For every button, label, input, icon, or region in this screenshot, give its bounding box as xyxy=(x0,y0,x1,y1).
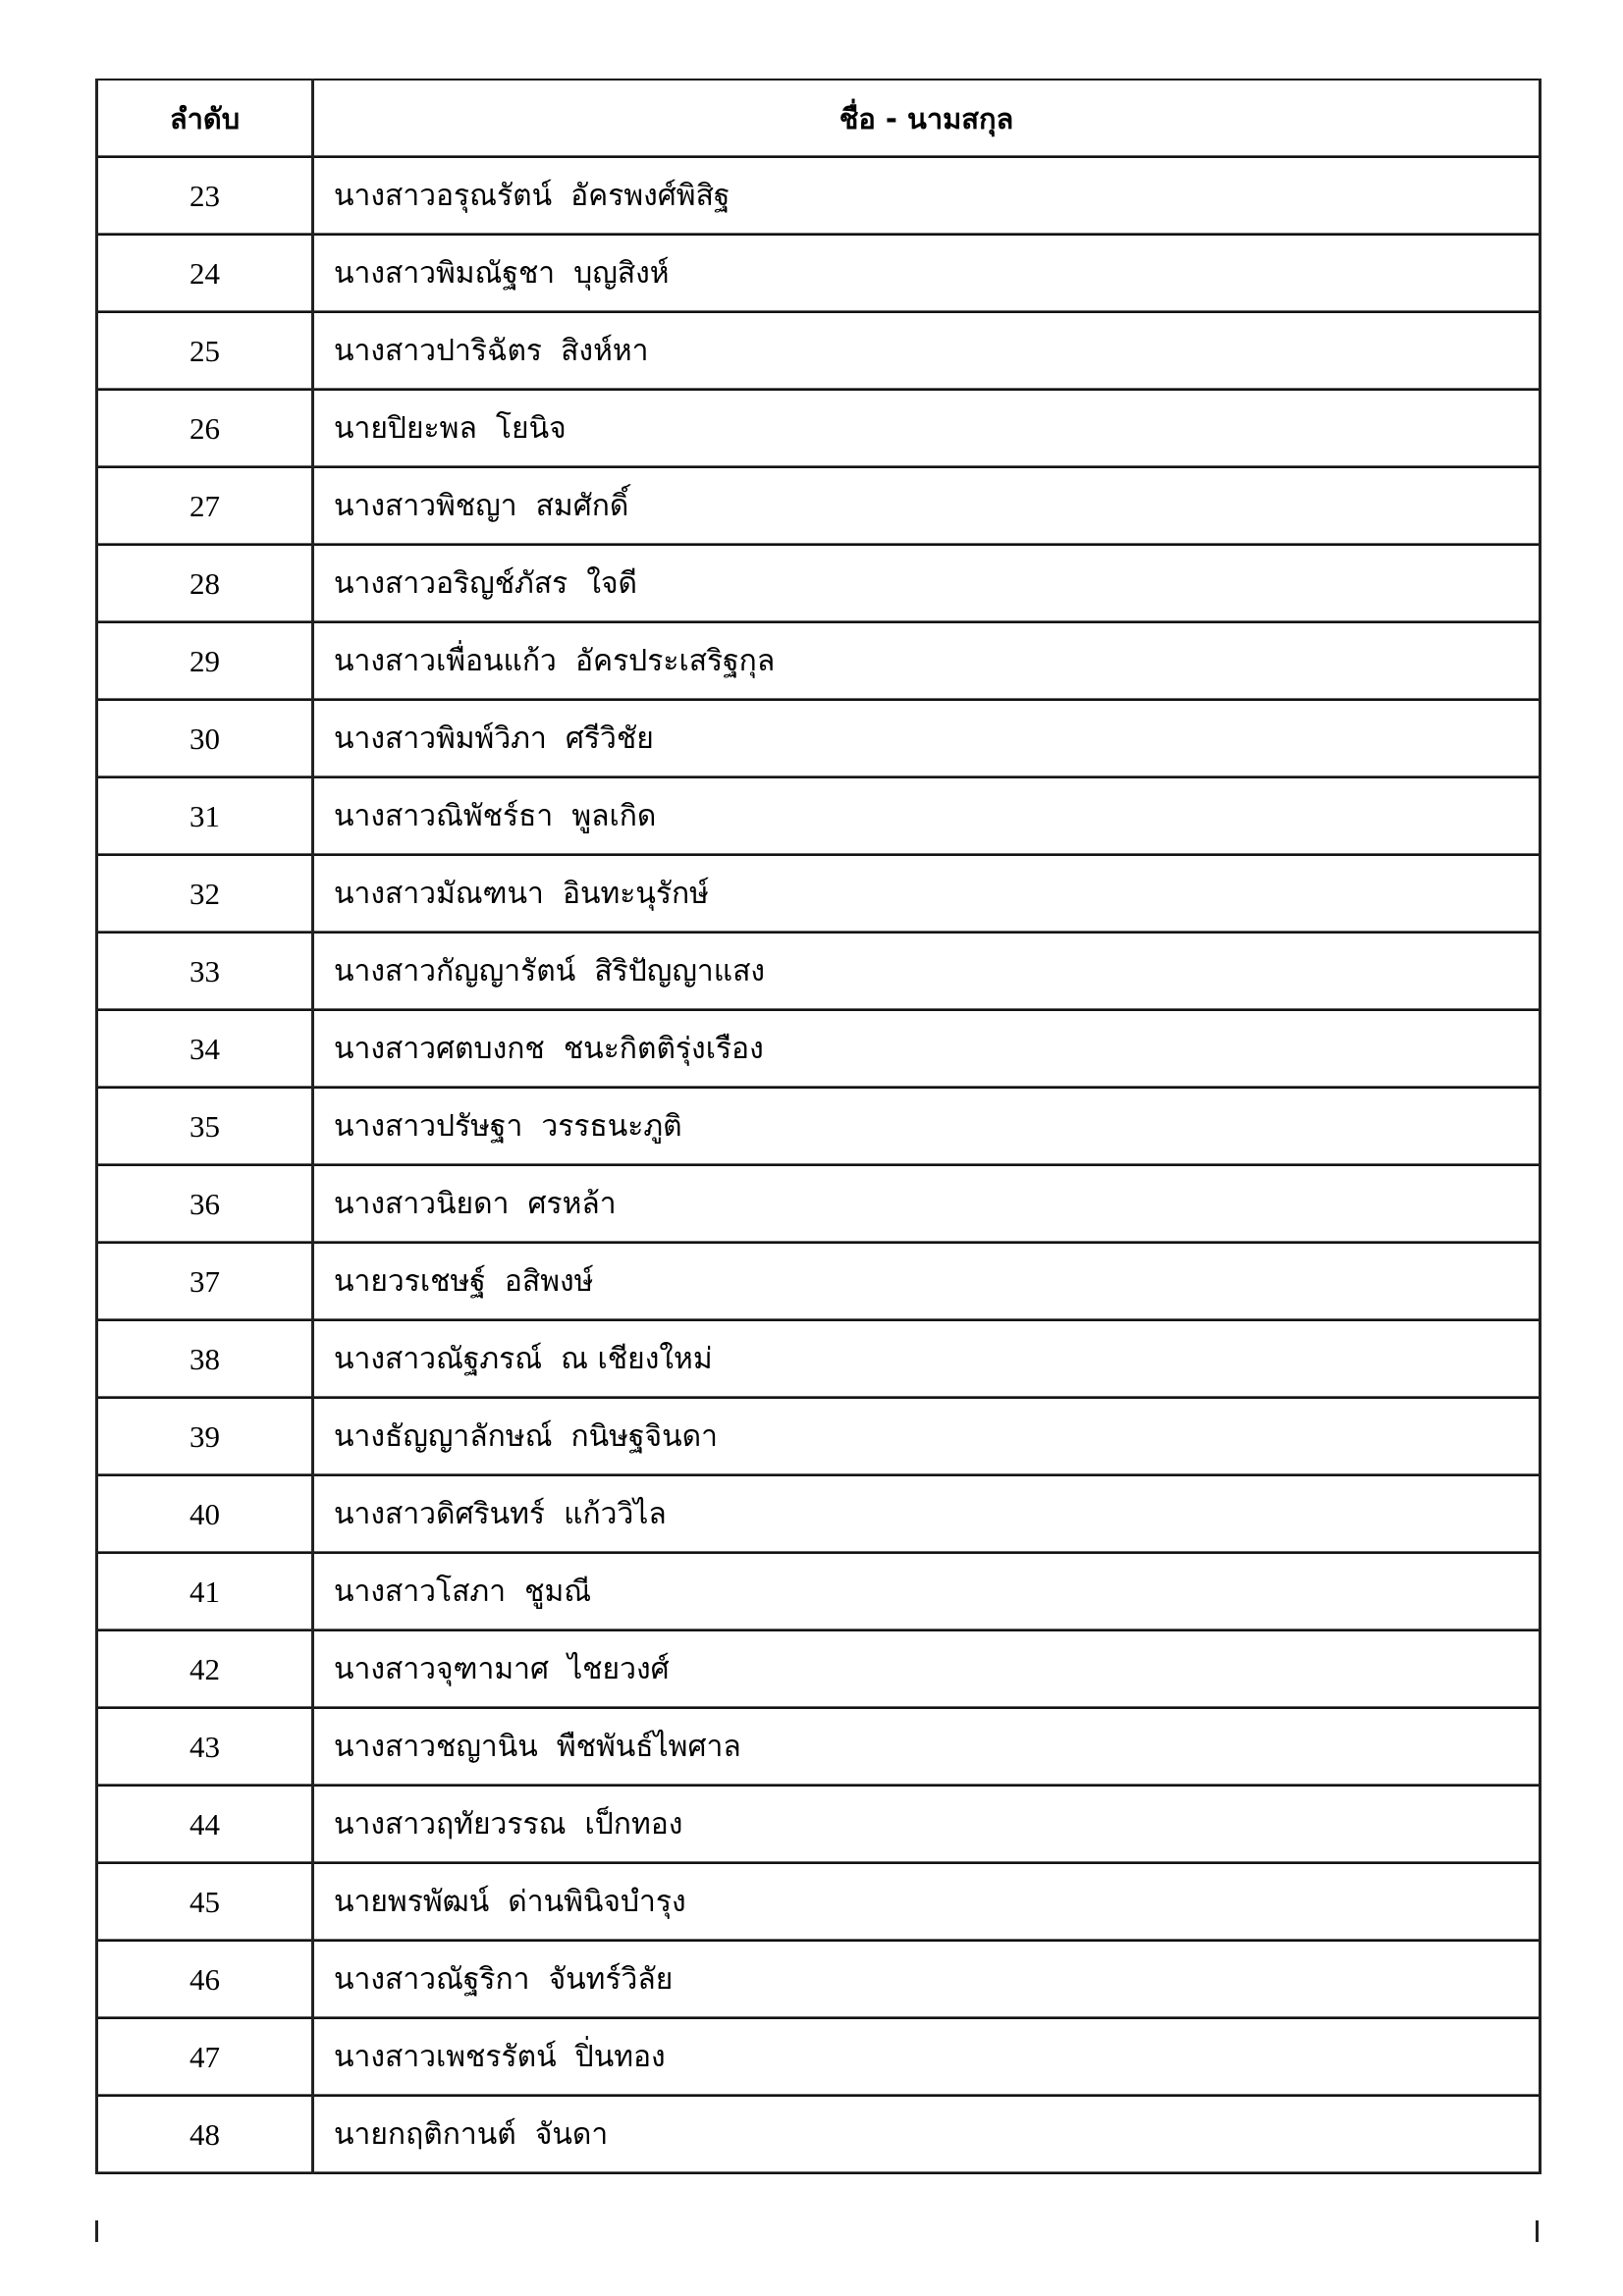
table-row xyxy=(97,1398,1541,1475)
full-name-cell: นางสาวดิศรินทร์ แก้ววิไล xyxy=(313,1475,1541,1553)
full-name-cell: นางสาวปรัษฐา วรรธนะภูติ xyxy=(313,1088,1541,1165)
table-row xyxy=(97,157,1541,235)
table-row xyxy=(97,545,1541,622)
row-number-cell: 28 xyxy=(97,545,313,622)
row-number-cell: 35 xyxy=(97,1088,313,1165)
table-row xyxy=(97,1863,1541,1941)
full-name-cell: นางสาวพิชญา สมศักดิ์ xyxy=(313,467,1541,545)
full-name-cell: นางสาวอริญช์ภัสร ใจดี xyxy=(313,545,1541,622)
table-row xyxy=(97,1165,1541,1243)
row-number-cell: 39 xyxy=(97,1398,313,1475)
row-number-cell: 25 xyxy=(97,312,313,390)
full-name-cell: นายกฤติกานต์ จันดา xyxy=(313,2096,1541,2173)
table-row xyxy=(97,1320,1541,1398)
table-continuation-right-line xyxy=(1536,2220,1539,2242)
table-row xyxy=(97,1553,1541,1630)
table-row xyxy=(97,1941,1541,2018)
full-name-cell: นายพรพัฒน์ ด่านพินิจบำรุง xyxy=(313,1863,1541,1941)
full-name-cell: นางสาวเพชรรัตน์ ปิ่นทอง xyxy=(313,2018,1541,2096)
table-row xyxy=(97,1010,1541,1088)
full-name-cell: นางสาวมัณฑนา อินทะนุรักษ์ xyxy=(313,855,1541,933)
table-row xyxy=(97,1088,1541,1165)
table-row xyxy=(97,777,1541,855)
table-continuation-left-line xyxy=(95,2220,98,2242)
table-row xyxy=(97,2018,1541,2096)
row-number-cell: 47 xyxy=(97,2018,313,2096)
full-name-cell: นางสาวปาริฉัตร สิงห์หา xyxy=(313,312,1541,390)
row-number-cell: 34 xyxy=(97,1010,313,1088)
number-column-header: ลำดับ xyxy=(97,80,313,157)
name-column-header: ชื่อ - นามสกุล xyxy=(313,80,1541,157)
full-name-cell: นางสาวฤทัยวรรณ เป็กทอง xyxy=(313,1786,1541,1863)
table-header-row xyxy=(97,80,1541,157)
table-row xyxy=(97,855,1541,933)
table-row xyxy=(97,1708,1541,1786)
row-number-cell: 31 xyxy=(97,777,313,855)
full-name-cell: นางสาวชญานิน พืชพันธ์ไพศาล xyxy=(313,1708,1541,1786)
row-number-cell: 46 xyxy=(97,1941,313,2018)
table-row xyxy=(97,1630,1541,1708)
full-name-cell: นางสาวณิพัชร์ธา พูลเกิด xyxy=(313,777,1541,855)
full-name-cell: นางสาวอรุณรัตน์ อัครพงศ์พิสิฐ xyxy=(313,157,1541,235)
row-number-cell: 37 xyxy=(97,1243,313,1320)
row-number-cell: 29 xyxy=(97,622,313,700)
row-number-cell: 36 xyxy=(97,1165,313,1243)
row-number-cell: 23 xyxy=(97,157,313,235)
full-name-cell: นางสาวพิมณัฐชา บุญสิงห์ xyxy=(313,235,1541,312)
row-number-cell: 40 xyxy=(97,1475,313,1553)
full-name-cell: นางสาวณัฐภรณ์ ณ เชียงใหม่ xyxy=(313,1320,1541,1398)
full-name-cell: นางสาวเพื่อนแก้ว อัครประเสริฐกุล xyxy=(313,622,1541,700)
table-row xyxy=(97,933,1541,1010)
table-body xyxy=(97,157,1541,2173)
row-number-cell: 45 xyxy=(97,1863,313,1941)
table-row xyxy=(97,1243,1541,1320)
name-list-table xyxy=(95,79,1542,2174)
row-number-cell: 42 xyxy=(97,1630,313,1708)
full-name-cell: นางสาวนิยดา ศรหล้า xyxy=(313,1165,1541,1243)
row-number-cell: 44 xyxy=(97,1786,313,1863)
full-name-cell: นางสาวณัฐริกา จันทร์วิลัย xyxy=(313,1941,1541,2018)
full-name-cell: นายปิยะพล โยนิจ xyxy=(313,390,1541,467)
full-name-cell: นางสาวศตบงกช ชนะกิตติรุ่งเรือง xyxy=(313,1010,1541,1088)
row-number-cell: 38 xyxy=(97,1320,313,1398)
full-name-cell: นางสาวโสภา ชูมณี xyxy=(313,1553,1541,1630)
row-number-cell: 27 xyxy=(97,467,313,545)
table-row xyxy=(97,312,1541,390)
full-name-cell: นางธัญญาลักษณ์ กนิษฐจินดา xyxy=(313,1398,1541,1475)
row-number-cell: 33 xyxy=(97,933,313,1010)
row-number-cell: 24 xyxy=(97,235,313,312)
full-name-cell: นางสาวจุฑามาศ ไชยวงศ์ xyxy=(313,1630,1541,1708)
row-number-cell: 41 xyxy=(97,1553,313,1630)
table-row xyxy=(97,467,1541,545)
table-row xyxy=(97,1475,1541,1553)
table-row xyxy=(97,390,1541,467)
table-row xyxy=(97,700,1541,777)
row-number-cell: 30 xyxy=(97,700,313,777)
table-row xyxy=(97,2096,1541,2173)
table-row xyxy=(97,235,1541,312)
row-number-cell: 26 xyxy=(97,390,313,467)
table-row xyxy=(97,622,1541,700)
table-row xyxy=(97,1786,1541,1863)
row-number-cell: 32 xyxy=(97,855,313,933)
full-name-cell: นางสาวกัญญารัตน์ สิริปัญญาแสง xyxy=(313,933,1541,1010)
row-number-cell: 43 xyxy=(97,1708,313,1786)
full-name-cell: นายวรเชษฐ์ อสิพงษ์ xyxy=(313,1243,1541,1320)
full-name-cell: นางสาวพิมพ์วิภา ศรีวิชัย xyxy=(313,700,1541,777)
row-number-cell: 48 xyxy=(97,2096,313,2173)
